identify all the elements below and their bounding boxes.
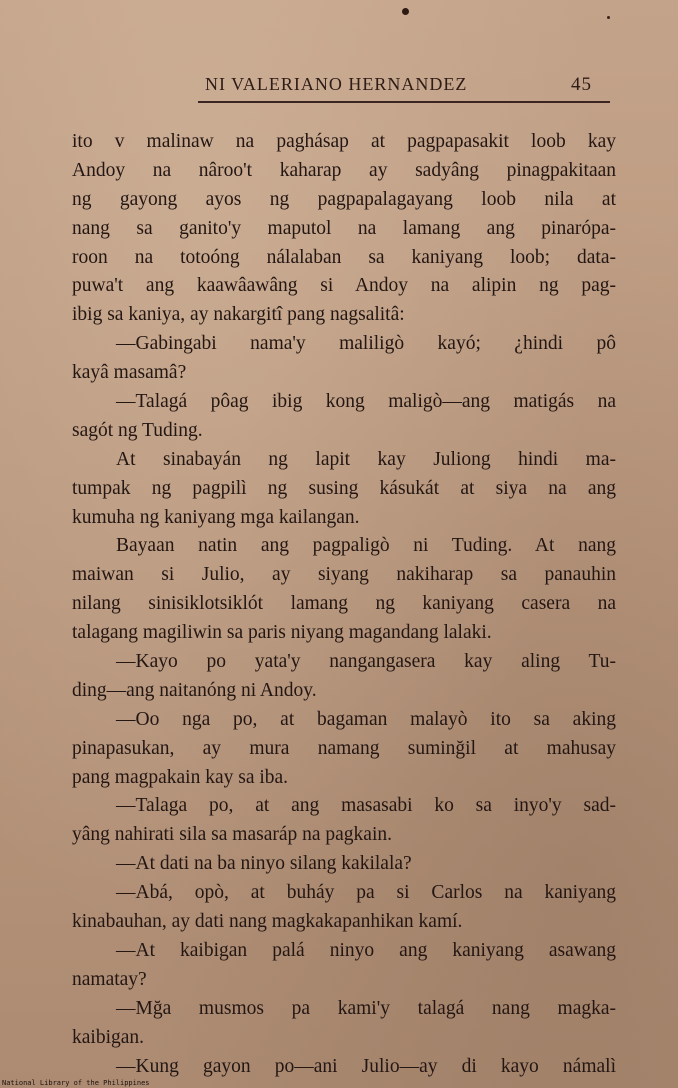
text-line: —Kayo po yata'y nangangasera kay aling Tu- [116,651,616,673]
header-rule [198,101,610,103]
text-line: kaibigan. [72,1026,145,1048]
text-line: —Abá, opò, at buháy pa si Carlos na kaniyang [116,882,616,904]
scan-credit: National Library of the Philippines [2,1079,150,1087]
running-header [205,74,600,100]
text-line: Andoy na nâroo't kaharap ay sadyâng pinagpakitaan [72,159,616,181]
text-line: —Kung gayon po—ani Julio—ay di kayo námalì [116,1055,616,1077]
text-line: nang sa ganito'y maputol na lamang ang pinarópa- [72,217,616,239]
text-line: kumuha ng kaniyang mga kailangan. [72,506,360,528]
text-line: kinabauhan, ay dati nang magkakapanhikan kamí. [72,911,463,933]
text-line: pang magpakain kay sa iba. [72,766,289,788]
text-line: —Oo nga po, at bagaman malayò ito sa aking [116,708,616,730]
text-line: —At dati na ba ninyo silang kakilala? [116,853,412,875]
text-line: sagót ng Tuding. [72,419,203,441]
text-line: namatay? [72,968,147,990]
text-line: tumpak ng pagpilì ng susing kásukát at siya na ang [72,477,616,499]
text-line: talagang magiliwin sa paris niyang magandang lalaki. [72,622,492,644]
text-line: puwa't ang kaawâawâng si Andoy na alipin ng pag- [72,275,616,297]
text-line: kayâ masamâ? [72,362,187,384]
text-line: ito v malinaw na paghásap at pagpapasakit loob kay [72,131,616,152]
text-line: —Mğa musmos pa kami'y talagá nang magka- [116,997,616,1019]
page-number: 45 [571,74,592,95]
text-line: ng gayong ayos ng pagpapalagayang loob nila at [72,188,616,210]
text-line: ding—ang naitanóng ni Andoy. [72,679,317,701]
text-line: —Gabingabi nama'y maliligò kayó; ¿hindi pô [116,333,616,355]
text-line: Bayaan natin ang pagpaligò ni Tuding. At nang [116,535,616,557]
text-line: yâng nahirati sila sa masaráp na pagkain. [72,824,393,846]
text-line: —Talaga po, at ang masasabi ko sa inyo'y sad- [116,795,616,817]
text-line: roon na totoóng nálalaban sa kaniyang loob; data- [72,246,616,268]
text-line: maiwan si Julio, ay siyang nakiharap sa panauhin [72,564,616,586]
text-line: nilang sinisiklotsiklót lamang ng kaniyang casera na [72,593,616,615]
ink-spot [402,8,409,15]
text-line: —At kaibigan palá ninyo ang kaniyang asawang [116,939,616,961]
running-header-title: NI VALERIANO HERNANDEZ [205,74,468,94]
text-line: —Talagá pôag ibig kong maligò—ang matigás na [116,391,616,413]
ink-speck [607,16,610,19]
text-line: ibig sa kaniya, ay nakargitî pang nagsalitâ: [72,304,405,326]
text-line: pinapasukan, ay mura namang suminğil at mahusay [72,737,616,759]
text-line: At sinabayán ng lapit kay Juliong hindi ma- [116,448,616,470]
body-text [72,128,616,1081]
